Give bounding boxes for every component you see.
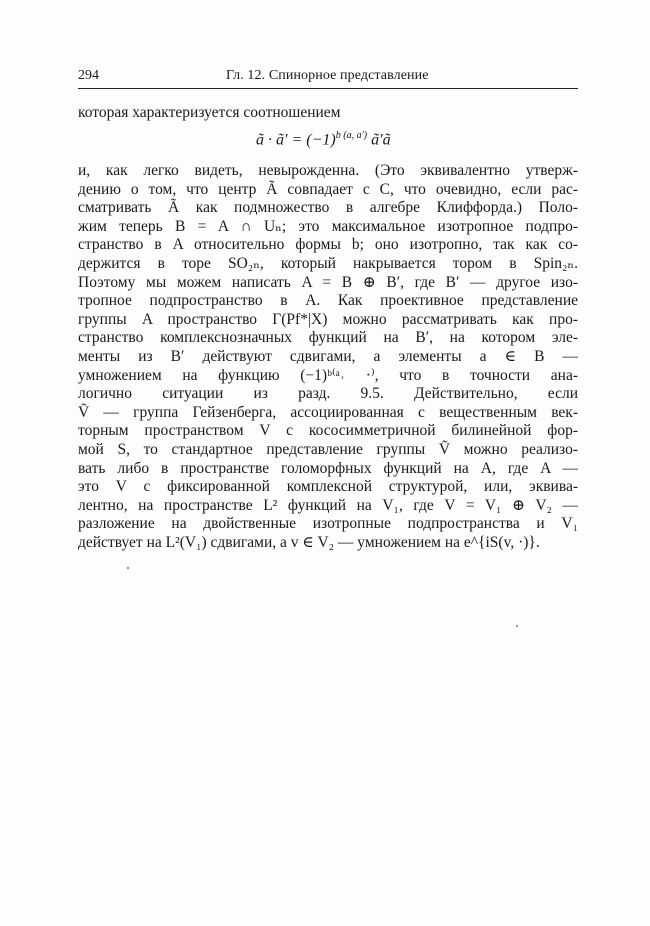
text-line: это V с фиксированной комплексной структурой, или, эквива- <box>78 478 578 496</box>
text-line: мой S, то стандартное представление группы Ṽ можно реализо- <box>78 440 578 458</box>
page-number: 294 <box>78 68 99 83</box>
text-line: жим теперь B = A ∩ Uₙ; это максимальное изотропное подпро- <box>78 217 578 235</box>
body-paragraph <box>78 162 578 552</box>
text-line: дению о том, что центр Ã совпадает с C, что очевидно, если рас- <box>78 180 578 198</box>
text-line: сматривать Ã как подмножество в алгебре Клиффорда.) Поло- <box>78 199 578 217</box>
text-line: странство комплекснозначных функций на B′, на котором эле- <box>78 329 578 347</box>
running-header <box>78 66 578 89</box>
text-line: группы A пространство Γ(Pf*|X) можно рассматривать как про- <box>78 310 578 328</box>
scan-speck <box>516 625 518 627</box>
intro-sentence: которая характеризуется соотношением <box>78 104 341 121</box>
text-line: Поэтому мы можем написать A = B ⊕ B′, где B′ — другое изо- <box>78 273 578 291</box>
text-line: логично ситуации из разд. 9.5. Действительно, если <box>78 385 578 403</box>
text-line: лентно, на пространстве L² функций на V₁, где V = V₁ ⊕ V₂ — <box>78 496 578 514</box>
text-line: вать либо в пространстве голоморфных функций на A, где A — <box>78 459 578 477</box>
text-line: Ṽ — группа Гейзенберга, ассоциированная с вещественным век- <box>78 403 578 421</box>
text-line: умножением на функцию (−1)ᵇ⁽ᵃ˒ ·⁾, что в точности ана- <box>78 366 578 384</box>
scan-speck <box>127 567 129 569</box>
text-line: тропное подпространство в A. Как проективное представление <box>78 292 578 310</box>
formula-tail: ã′ã <box>367 131 391 149</box>
text-line: держится в торе SO₂ₙ, который накрывается тором в Spin₂ₙ. <box>78 254 578 272</box>
text-line: менты из B′ действуют сдвигами, а элементы a ∈ B — <box>78 347 578 365</box>
formula-main: ã · ã′ = (−1) <box>256 131 336 149</box>
text-line: странство в A относительно формы b; оно изотропно, так как со- <box>78 236 578 254</box>
text-line: действует на L²(V₁) сдвигами, а v ∈ V₂ — умножением на e^{iS(v, ·)}. <box>78 533 540 551</box>
display-formula <box>256 130 391 149</box>
chapter-title: Гл. 12. Спинорное представление <box>226 68 429 83</box>
formula-exponent: b (a, a′) <box>335 130 368 141</box>
text-line: и, как легко видеть, невырожденна. (Это эквивалентно утверж- <box>78 162 578 179</box>
text-line: разложение на двойственные изотропные подпространства и V₁ <box>78 515 578 533</box>
text-line: торным пространством V с кососимметричной билинейной фор- <box>78 422 578 440</box>
